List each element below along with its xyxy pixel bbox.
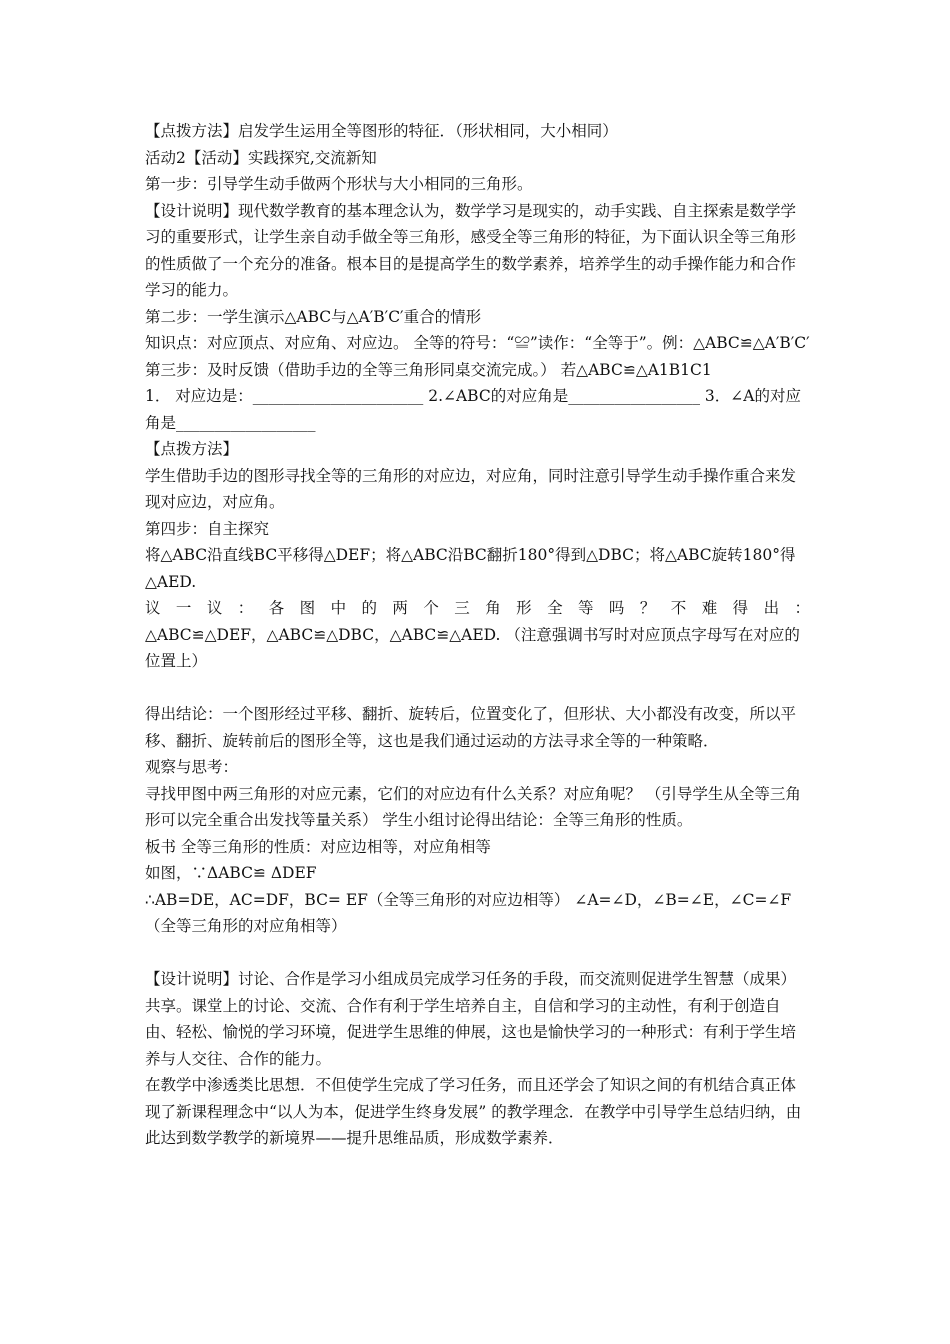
proof-given: 如图，∵ΔABC≌ ΔDEF: [145, 864, 317, 882]
step-2: 第二步：一学生演示△ABC与△A′B′C′重合的情形: [145, 307, 482, 326]
knowledge-points: 知识点：对应顶点、对应角、对应边。 全等的符号：“≌”读作：“全等于”。例：△ABC≌△A′B′C′: [145, 334, 810, 352]
blank-line-2: [145, 940, 810, 967]
tip-method-2-body: 学生借助手边的图形寻找全等的三角形的对应边，对应角，同时注意引导学生动手操作重合来发现对应边，对应角。: [145, 466, 797, 511]
proof-conclusion: ∴AB=DE，AC=DF，BC= EF（全等三角形的对应边相等） ∠A=∠D，∠B=∠E，∠C=∠F（全等三角形的对应角相等）: [145, 890, 792, 935]
step-4: 第四步：自主探究: [145, 519, 270, 538]
step-3: 第三步：及时反馈（借助手边的全等三角形同桌交流完成。） 若△ABC≌△A1B1C1: [145, 360, 712, 379]
tip-method-2-heading: 【点拨方法】: [145, 440, 239, 458]
observe-think-body: 寻找甲图中两三角形的对应元素，它们的对应边有什么关系？对应角呢？ （引导学生从全等三角形可以完全重合出发找等量关系） 学生小组讨论得出结论：全等三角形的性质。: [145, 784, 801, 829]
discussion-prompt: 议 一 议 ： 各 图 中 的 两 个 三 角 形 全 等 吗 ？ 不 难 得 出 ：: [145, 599, 810, 617]
activity-2-heading: 活动2【活动】实践探究,交流新知: [145, 148, 377, 167]
step-1: 第一步：引导学生动手做两个形状与大小相同的三角形。: [145, 175, 533, 193]
fill-in-questions: 1． 对应边是：______________________ 2.∠ABC的对应角是_________________ 3．∠A的对应角是__________________: [145, 387, 801, 432]
design-note-2: 【设计说明】讨论、合作是学习小组成员完成学习任务的手段，而交流则促进学生智慧（成果）共享。课堂上的讨论、交流、合作有利于学生培养自主，自信和学习的主动性，有利于创造自由、轻松、愉悦的学习环境，促进学生思维的伸展，这也是愉快学习的一种形式：有利于学生培养与人交往、合作的能力。: [145, 970, 797, 1068]
conclusion: 得出结论：一个图形经过平移、翻折、旋转后，位置变化了，但形状、大小都没有改变，所以平移、翻折、旋转前后的图形全等，这也是我们通过运动的方法寻求全等的一种策略．: [145, 705, 797, 750]
design-note-1: 【设计说明】现代数学教育的基本理念认为，数学学习是现实的，动手实践、自主探索是数学学习的重要形式，让学生亲自动手做全等三角形，感受全等三角形的特征，为下面认识全等三角形的性质做了一个充分的准备。根本目的是提高学生的数学素养，培养学生的动手操作能力和合作学习的能力。: [145, 201, 797, 299]
teaching-reflection: 在教学中渗透类比思想．不但使学生完成了学习任务，而且还学会了知识之间的有机结合真正体现了新课程理念中“以人为本，促进学生终身发展” 的教学理念．在教学中引导学生总结归纳，由此达到数学教学的新境界——提升思维品质，形成数学素养．: [145, 1076, 802, 1147]
board-writing: 板书 全等三角形的性质：对应边相等，对应角相等: [145, 837, 491, 856]
transformations: 将△ABC沿直线BC平移得△DEF；将△ABC沿BC翻折180°得到△DBC；将△ABC旋转180°得△AED.: [145, 546, 796, 591]
discussion-result: △ABC≌△DEF，△ABC≌△DBC，△ABC≌△AED. （注意强调书写时对应顶点字母写在对应的位置上）: [145, 625, 800, 670]
blank-line-1: [145, 675, 810, 702]
observe-think-heading: 观察与思考：: [145, 758, 239, 776]
tip-method-1: 【点拨方法】启发学生运用全等图形的特征．（形状相同，大小相同）: [145, 122, 618, 140]
